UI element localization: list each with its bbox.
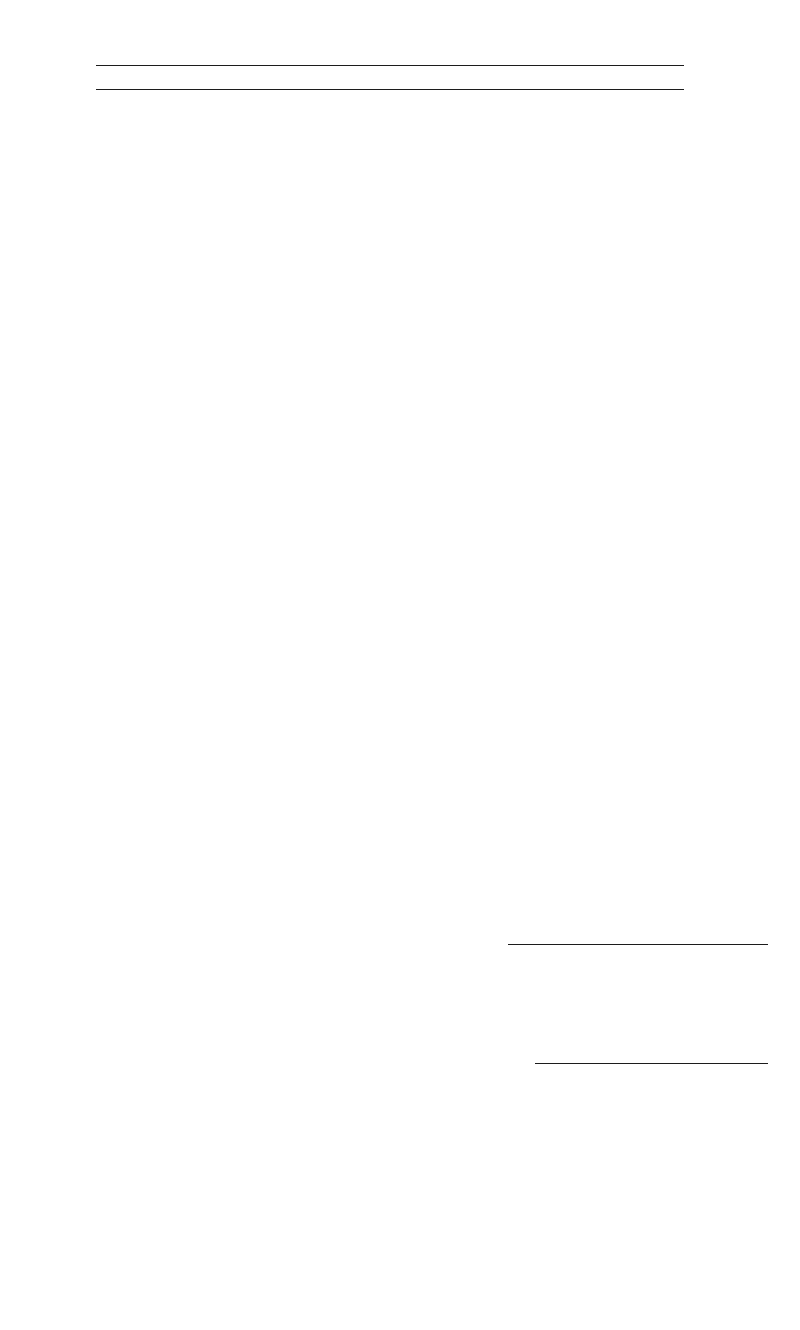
- exp-1938-subtotal-rule: [535, 1063, 768, 1064]
- heading-underline-2: [96, 89, 684, 90]
- exp-1937-subtotal-rule: [508, 944, 768, 945]
- heading-underline-1: [96, 65, 684, 66]
